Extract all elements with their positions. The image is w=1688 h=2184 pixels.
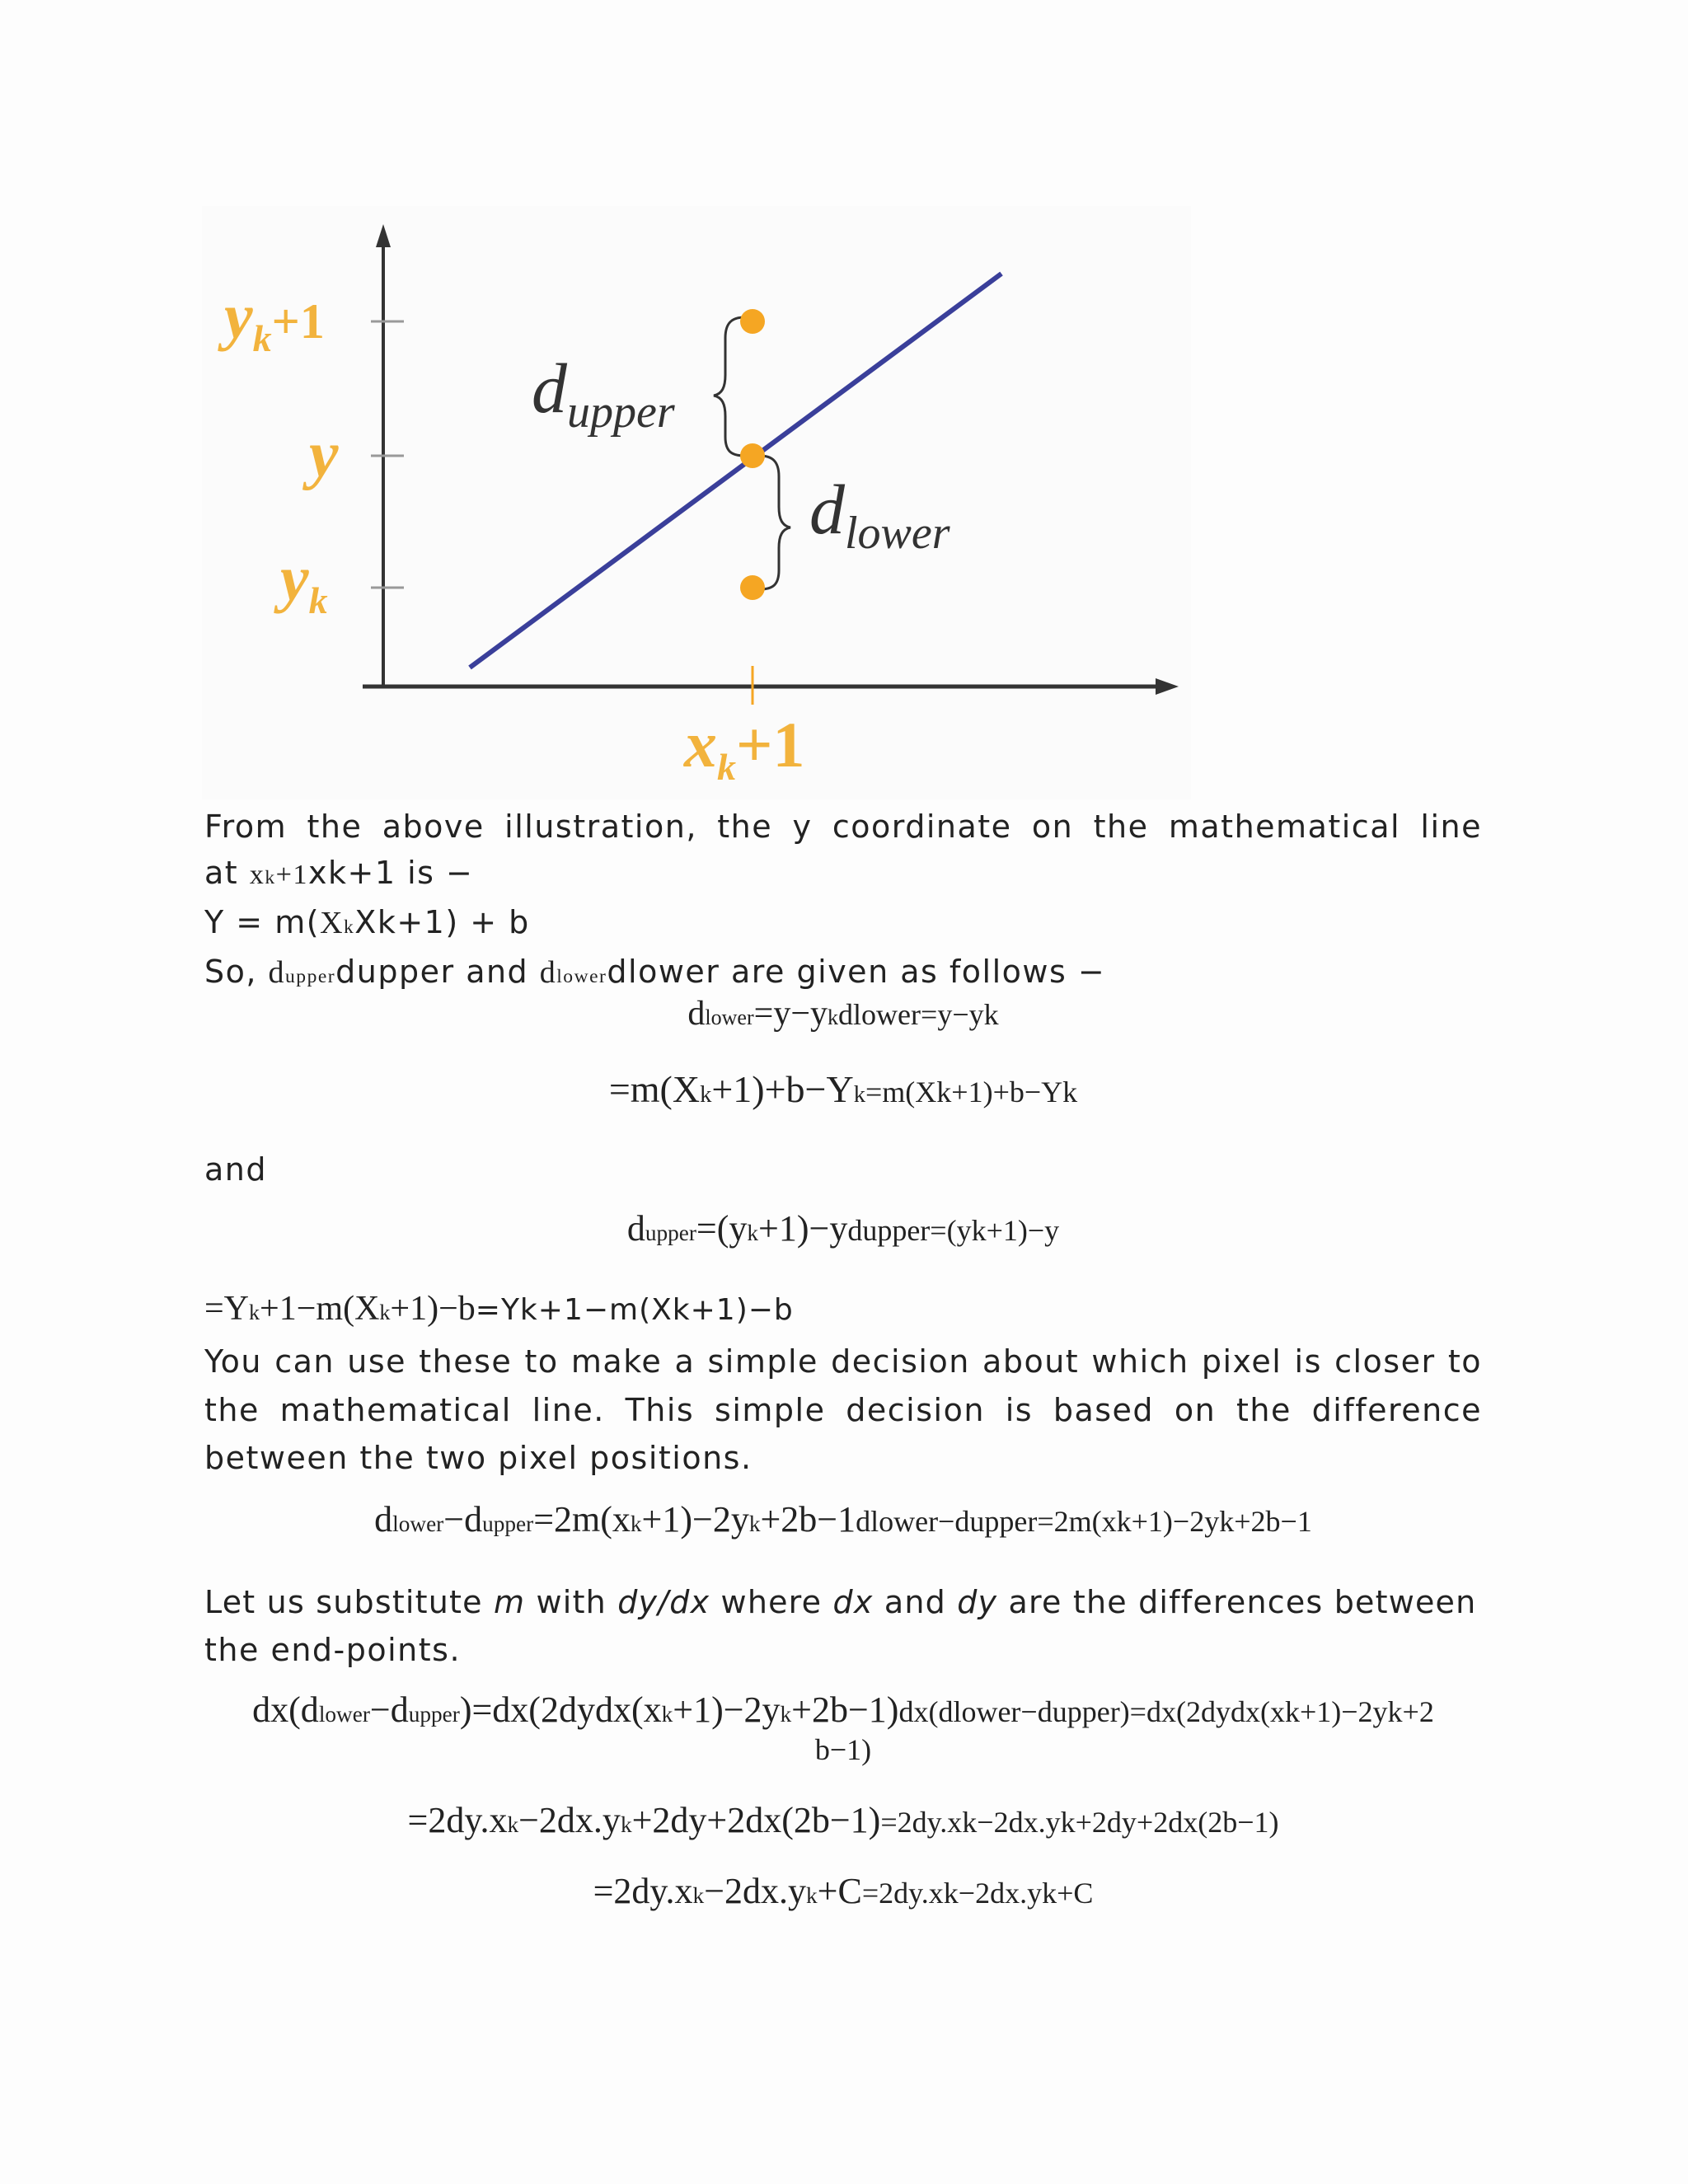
eq6-part-b: −d <box>369 1690 409 1730</box>
eq-y-tail: Xk+1) + b <box>354 904 530 940</box>
eq8-plain: =2dy.xk−2dx.yk+C <box>861 1877 1094 1910</box>
y-label-middle: y <box>309 419 339 491</box>
equation-final <box>204 1868 1482 1919</box>
paragraph-substitute <box>204 1578 1482 1626</box>
eq6-part-e: +2b−1) <box>791 1690 899 1730</box>
and-label: and <box>204 1151 267 1188</box>
plain-dlower: dlower <box>607 954 720 990</box>
x-label: $x_k+1$ <box>684 709 805 788</box>
eq4-part-a: =Y <box>204 1290 250 1328</box>
sub-and: and <box>873 1584 958 1620</box>
eq3-part-b: +1)−y <box>758 1208 848 1249</box>
eq-y-prefix: Y = m( <box>204 904 321 940</box>
math-d: d <box>374 1499 393 1540</box>
math-sub-k: k <box>661 1702 673 1727</box>
eq2-part-a: =m(X <box>608 1068 701 1110</box>
eq3-part-a: =(y <box>696 1208 748 1249</box>
math-line <box>470 274 1001 668</box>
bresenham-figure <box>202 206 1191 799</box>
math-sub-k: k <box>692 1883 705 1908</box>
eq4-part-c: +1)−b <box>390 1290 476 1328</box>
math-sub-upper: upper <box>482 1511 534 1536</box>
decision-line-3: between the two pixel positions. <box>204 1440 753 1476</box>
math-d: d <box>539 955 557 990</box>
math-sub-lower: lower <box>318 1702 370 1727</box>
eq5-plain: dlower−dupper=2m(xk+1)−2yk+2b−1 <box>856 1505 1312 1538</box>
math-sub-k: k <box>620 1812 632 1837</box>
equation-dlower <box>204 991 1482 1041</box>
eq5-part-c: +2b−1 <box>760 1499 856 1540</box>
eq5-part-b: +1)−2y <box>641 1499 749 1540</box>
eq6-part-a: dx(d <box>252 1690 319 1730</box>
y-label-top: $y_k^{+1}$ <box>224 280 325 359</box>
math-sub-upper: upper <box>285 966 336 987</box>
eq8-part-a: =2dy.x <box>593 1871 693 1911</box>
sub-prefix: Let us substitute <box>204 1584 495 1620</box>
math-sub-k: k <box>630 1511 642 1536</box>
and-text <box>204 1146 1482 1193</box>
equation-dupper <box>204 1205 1482 1257</box>
intro-prefix: at <box>204 855 250 891</box>
sub-dydx: dy/dx <box>617 1584 710 1620</box>
equation-dx-difference-wrap <box>204 1731 1482 1769</box>
eq6-part-c: )=dx(2dydx(x <box>459 1690 662 1730</box>
math-sub-lower: lower <box>392 1511 444 1536</box>
eq1-plain: dlower=y−yk <box>838 998 999 1031</box>
math-plus-one: +1 <box>275 860 309 890</box>
eq5-part-a: =2m(x <box>533 1499 631 1540</box>
intersection-point <box>740 443 765 468</box>
paragraph-decision-line3 <box>204 1434 1482 1482</box>
lower-pixel-point <box>740 575 765 600</box>
eq2-plain: =m(Xk+1)+b−Yk <box>865 1076 1078 1108</box>
math-sub-k: k <box>780 1702 792 1727</box>
sub-m: m <box>494 1584 526 1620</box>
paragraph-intro-line2 <box>204 849 1482 902</box>
math-sub-upper: upper <box>645 1221 696 1245</box>
paragraph-decision <box>204 1338 1482 1385</box>
sub-with: with <box>525 1584 618 1620</box>
eq6-plain-wrap: b−1) <box>814 1733 872 1766</box>
eq8-part-c: +C <box>817 1871 862 1911</box>
math-x: x <box>249 860 265 890</box>
math-sub-k: k <box>806 1883 818 1908</box>
decision-line-1: You can use these to make a simple decision about which pixel is closer to <box>204 1343 1482 1380</box>
so-tail: are given as follows − <box>720 954 1106 990</box>
paragraph-decision-line2 <box>204 1386 1482 1434</box>
math-sub-k: k <box>249 1301 260 1324</box>
decision-line-2: the mathematical line. This simple decision is based on the difference <box>204 1392 1482 1428</box>
y-label-bottom: $y_k$ <box>280 542 328 621</box>
paragraph-intro <box>204 803 1482 851</box>
sub-line-2: the end-points. <box>204 1632 462 1668</box>
d-lower-label: $d_{lower}$ <box>809 470 950 559</box>
eq7-plain: =2dy.xk−2dx.yk+2dy+2dx(2b−1) <box>880 1806 1279 1839</box>
math-sub-k: k <box>747 1221 759 1245</box>
math-sub-k: k <box>700 1082 712 1108</box>
eq7-part-c: +2dy+2dx(2b−1) <box>631 1800 881 1840</box>
equation-expanded <box>204 1797 1482 1849</box>
math-sub-k: k <box>853 1082 865 1108</box>
equation-dupper-expanded <box>204 1286 794 1336</box>
math-d: d <box>687 995 706 1033</box>
math-sub-k: k <box>507 1812 519 1837</box>
so-prefix: So, <box>204 954 269 990</box>
sub-dy: dy <box>957 1584 998 1620</box>
plain-dupper: dupper <box>335 954 455 990</box>
math-d: d <box>626 1208 645 1249</box>
equation-dlower-expanded <box>204 1065 1482 1120</box>
eq1-body: =y−y <box>753 995 828 1033</box>
eq7-part-b: −2dx.y <box>518 1800 621 1840</box>
equation-y <box>204 898 1482 951</box>
math-sub-lower: lower <box>556 966 607 987</box>
equation-difference <box>204 1496 1482 1548</box>
math-sub-upper: upper <box>408 1702 460 1727</box>
eq6-part-d: +1)−2y <box>673 1690 781 1730</box>
math-sub-k: k <box>828 1005 839 1029</box>
y-axis-arrow <box>376 224 391 247</box>
upper-brace <box>714 317 744 456</box>
eq4-plain: =Yk+1−m(Xk+1)−b <box>475 1293 794 1327</box>
math-d: d <box>268 955 286 990</box>
eq3-plain: dupper=(yk+1)−y <box>847 1214 1060 1247</box>
math-X: X <box>320 906 345 940</box>
math-sub-lower: lower <box>705 1005 754 1029</box>
so-and: and <box>454 954 540 990</box>
lower-brace <box>760 456 790 589</box>
math-sub-k: k <box>748 1511 761 1536</box>
eq4-part-b: +1−m(X <box>260 1290 380 1328</box>
eq6-plain: dx(dlower−dupper)=dx(2dydx(xk+1)−2yk+2 <box>898 1695 1434 1728</box>
sub-where: where <box>710 1584 833 1620</box>
intro-line-1: From the above illustration, the y coordinate on the mathematical line <box>204 808 1482 845</box>
eq7-part-a: =2dy.x <box>407 1800 508 1840</box>
eq2-part-b: +1)+b−Y <box>711 1068 854 1110</box>
intro-tail: xk+1 is − <box>308 855 474 891</box>
math-minus-d: −d <box>443 1499 483 1540</box>
upper-pixel-point <box>740 309 765 334</box>
math-sub-k: k <box>344 916 355 938</box>
x-axis-arrow <box>1156 678 1179 695</box>
sub-dx: dx <box>832 1584 874 1620</box>
math-sub-k: k <box>265 867 276 888</box>
d-upper-label: $d_{upper}$ <box>532 349 675 438</box>
eq8-part-b: −2dx.y <box>704 1871 807 1911</box>
equation-dx-difference <box>204 1688 1482 1736</box>
paragraph-substitute-line2 <box>204 1626 1482 1674</box>
sub-tail: are the differences between <box>997 1584 1477 1620</box>
math-sub-k: k <box>379 1301 391 1324</box>
